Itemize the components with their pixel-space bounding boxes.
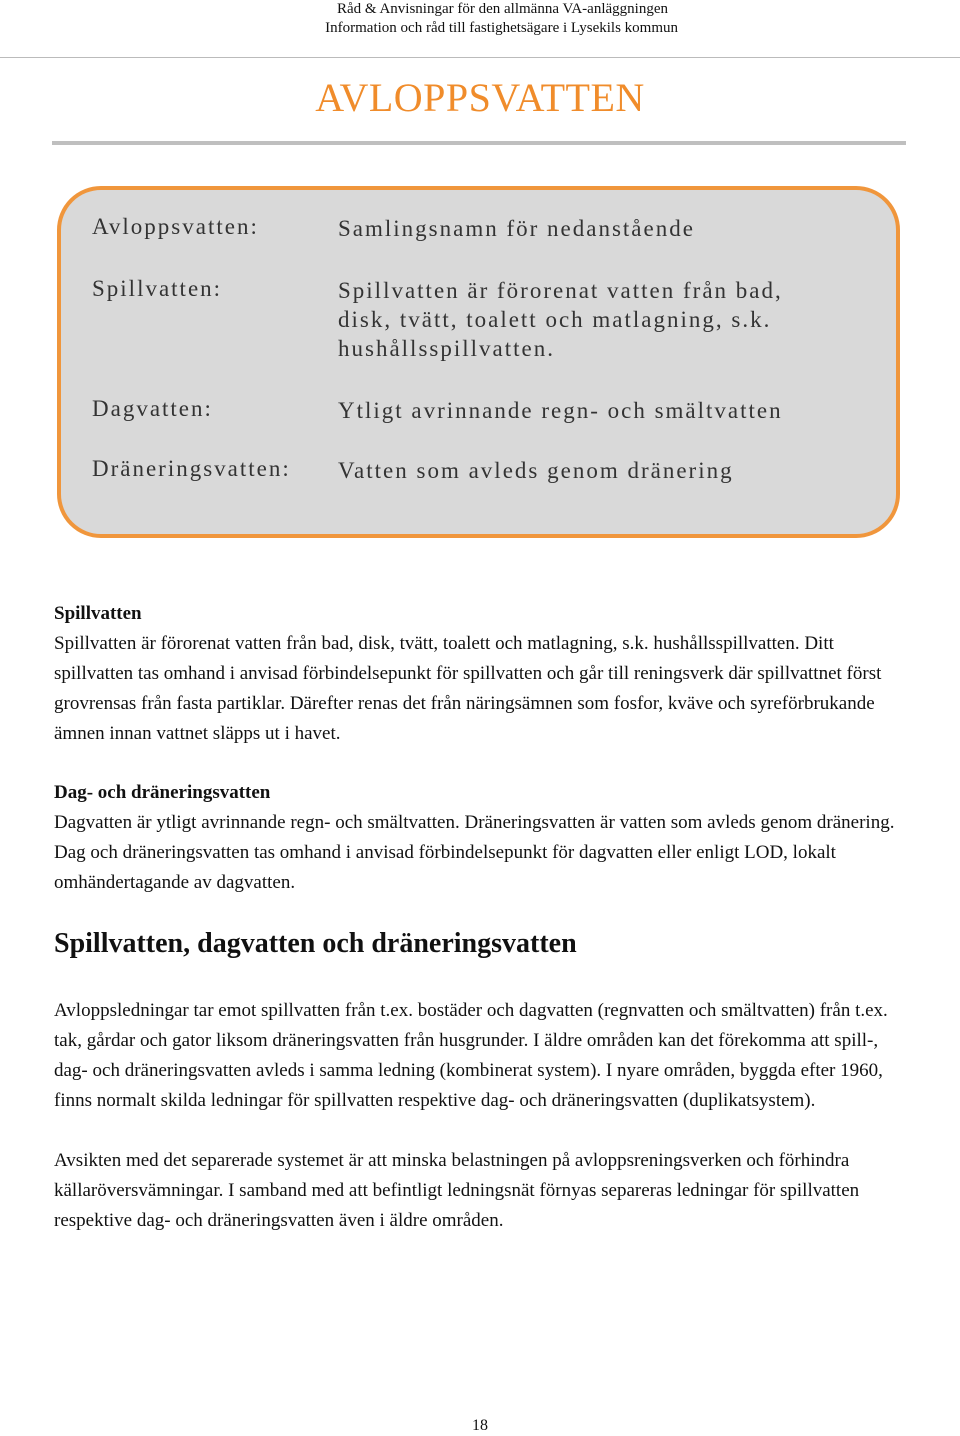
page-number: 18: [472, 1417, 488, 1434]
header-title: Råd & Anvisningar för den allmänna VA-anläggningen: [336, 1, 668, 17]
page-header: [0, 0, 960, 58]
definition-description: Ytligt avrinnande regn- och smältvatten: [338, 398, 783, 423]
main-heading: Spillvatten, dagvatten och dräneringsvatten: [54, 928, 577, 959]
definition-term: Dräneringsvatten:: [92, 456, 291, 481]
definition-term: Dagvatten:: [92, 396, 213, 421]
definition-description: Spillvatten är förorenat vatten från bad, disk, tvätt, toalett och matlagning, s.k. hushållsspillvatten.: [338, 278, 783, 361]
title-divider: [52, 141, 906, 145]
main-paragraph: Avloppsledningar tar emot spillvatten från t.ex. bostäder och dagvatten (regnvatten och smältvatten) från t.ex. tak, gårdar och gator liksom dräneringsvatten från husgrunder. I äldre områden kan det förekomma att spill-, dag- och dräneringsvatten avleds i samma ledning (kombinerat system). I nyare områden, byggda efter 1960, finns normalt skilda ledningar för spillvatten respektive dag- och dräneringsvatten (duplikatsystem).: [54, 1000, 888, 1111]
header-subtitle: Information och råd till fastighetsägare i Lysekils kommun: [325, 20, 678, 36]
main-paragraph: Avsikten med det separerade systemet är att minska belastningen på avloppsreningsverken och förhindra källaröversvämningar. I samband med att befintligt ledningsnät förnyas separeras ledningar för spillvatten respektive dag- och dräneringsvatten även i äldre områden.: [54, 1150, 860, 1231]
section-text-dagvatten: Dagvatten är ytligt avrinnande regn- och smältvatten. Dräneringsvatten är vatten som avleds genom dränering. Dag och dräneringsvatten tas omhand i anvisad förbindelsepunkt för dagvatten eller enligt LOD, lokalt omhändertagande av dagvatten.: [54, 812, 895, 893]
definition-description: Vatten som avleds genom dränering: [338, 458, 734, 483]
definition-description: Samlingsnamn för nedanstående: [338, 216, 695, 241]
section-text-spillvatten: Spillvatten är förorenat vatten från bad, disk, tvätt, toalett och matlagning, s.k. hushållsspillvatten. Ditt spillvatten tas omhand i anvisad förbindelsepunkt för spillvatten och går till reningsverk där spillvattnet först grovrensas från fasta partiklar. Därefter renas det från näringsämnen som fosfor, kväve och syreförbrukande ämnen innan vattnet släpps ut i havet.: [54, 633, 882, 744]
definition-term: Avloppsvatten:: [92, 214, 259, 239]
page-title: AVLOPPSVATTEN: [315, 75, 645, 120]
definitions-box: [57, 186, 900, 538]
section-heading-dagvatten: Dag- och dräneringsvatten: [54, 782, 271, 803]
definition-term: Spillvatten:: [92, 276, 223, 301]
section-heading-spillvatten: Spillvatten: [54, 603, 142, 624]
